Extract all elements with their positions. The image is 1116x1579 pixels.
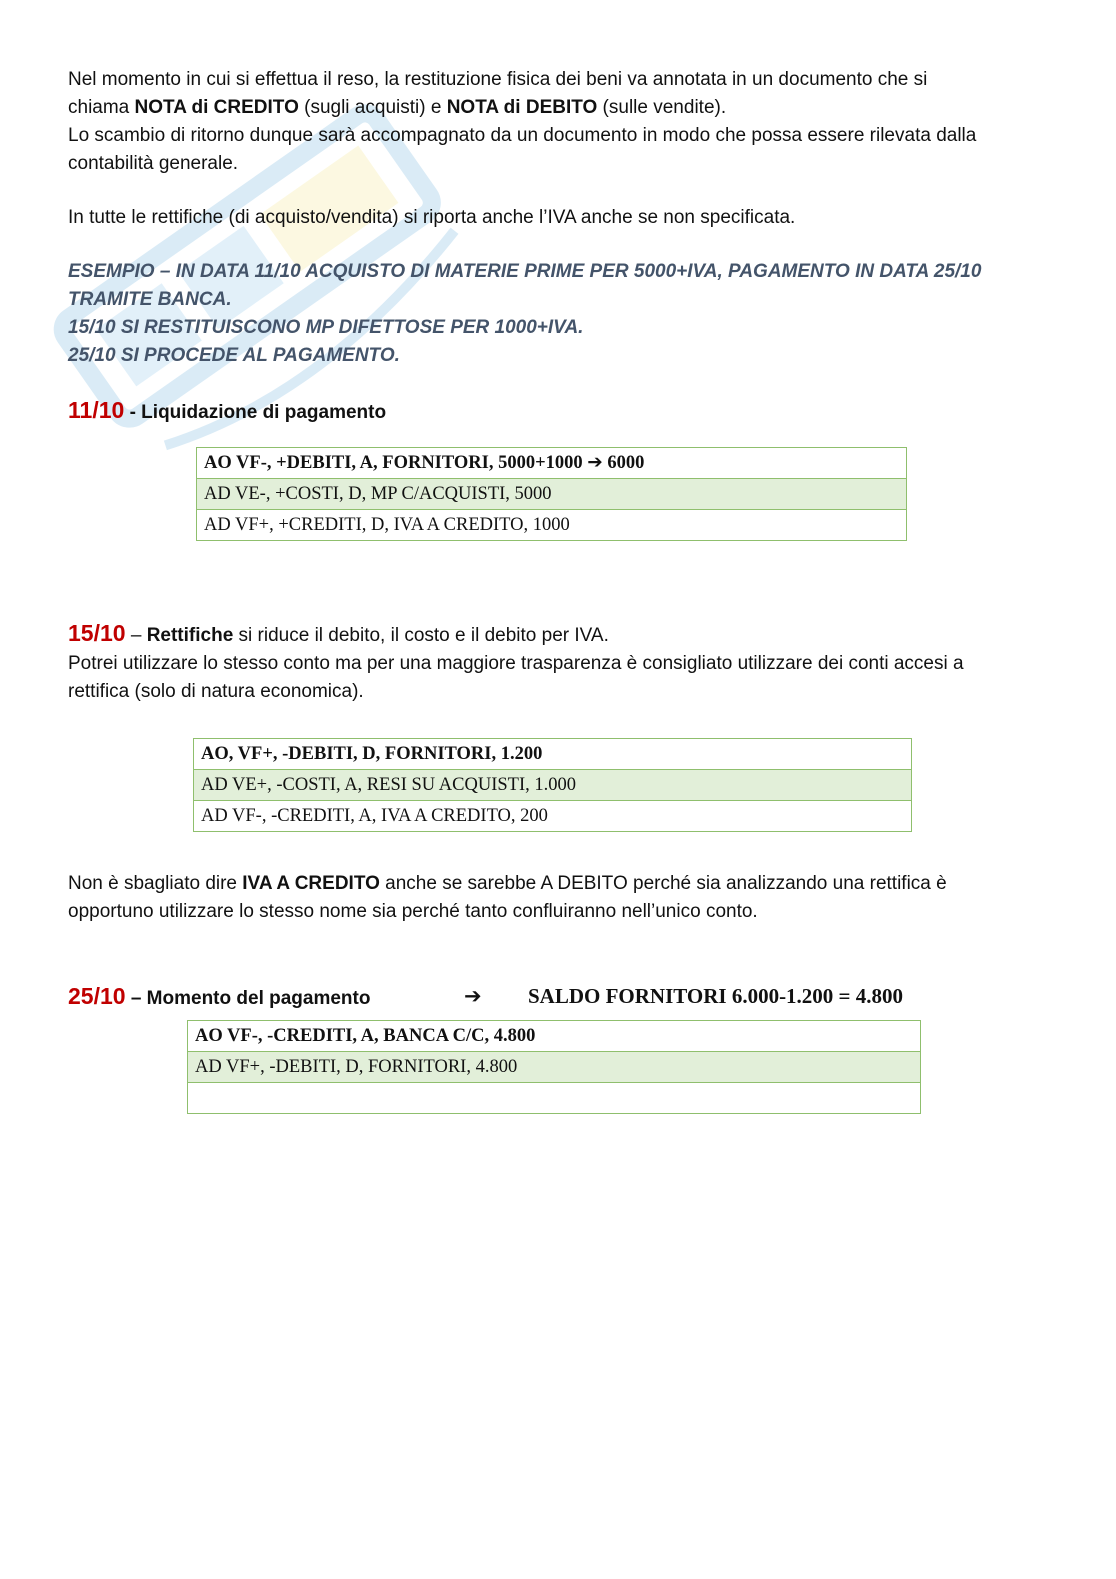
journal-row [197, 479, 907, 510]
example-line-4: 25/10 SI PROCEDE AL PAGAMENTO. [68, 345, 400, 366]
journal-total: 6000 [607, 453, 645, 473]
journal-row [188, 1052, 921, 1083]
intro-line-2-mid: (sugli acquisti) e [298, 97, 447, 118]
iva-a-credito-term: IVA A CREDITO [242, 873, 380, 894]
section-1-heading [68, 396, 1053, 427]
journal-table-3 [187, 1020, 921, 1114]
section-3-date: 25/10 [68, 983, 126, 1009]
section-1-title: - Liquidazione di pagamento [124, 402, 387, 423]
section-2-line-3: rettifica (solo di natura economica). [68, 681, 364, 702]
section-2-line-2: Potrei utilizzare lo stesso conto ma per una maggiore trasparenza è consigliato utilizzare dei conti accesi a [68, 653, 964, 674]
document-body [68, 66, 1053, 1114]
section-2-date: 15/10 [68, 620, 126, 646]
intro-line-4: contabilità generale. [68, 153, 239, 174]
journal-cell: AD VF+, +CREDITI, D, IVA A CREDITO, 1000 [197, 510, 907, 541]
journal-table-1 [196, 447, 907, 541]
saldo-fornitori: SALDO FORNITORI 6.000-1.200 = 4.800 [528, 984, 904, 1008]
journal-cell: AD VF+, -DEBITI, D, FORNITORI, 4.800 [188, 1052, 921, 1083]
nota-credito-term: NOTA di CREDITO [134, 97, 299, 118]
journal-row [194, 801, 912, 832]
journal-cell: AD VF-, -CREDITI, A, IVA A CREDITO, 200 [194, 801, 912, 832]
iva-credito-note-line-2: opportuno utilizzare lo stesso nome sia perché tanto confluiranno nell’unico conto. [68, 901, 758, 922]
arrow-right-icon: ➔ [587, 452, 603, 473]
journal-cell [188, 1083, 921, 1114]
journal-cell: AO VF-, -CREDITI, A, BANCA C/C, 4.800 [188, 1021, 921, 1052]
section-1-date: 11/10 [68, 397, 125, 423]
journal-row [197, 510, 907, 541]
intro-line-2-pre: chiama [68, 97, 135, 118]
note-post: anche se sarebbe A DEBITO perché sia analizzando una rettifica è [379, 873, 947, 894]
iva-credito-note-line-1 [68, 870, 1053, 898]
example-line-1: ESEMPIO – IN DATA 11/10 ACQUISTO DI MATERIE PRIME PER 5000+IVA, PAGAMENTO IN DATA 25/10 [68, 261, 982, 282]
intro-line-3: Lo scambio di ritorno dunque sarà accompagnato da un documento in modo che possa essere rilevata dalla [68, 125, 977, 146]
section-2-title: Rettifiche [146, 625, 234, 646]
section-2-dash: – [125, 625, 147, 646]
intro-line-2-post: (sulle vendite). [597, 97, 727, 118]
journal-cell: AD VE+, -COSTI, A, RESI SU ACQUISTI, 1.000 [194, 770, 912, 801]
iva-note: In tutte le rettifiche (di acquisto/vendita) si riporta anche l’IVA anche se non specificata. [68, 207, 796, 228]
journal-cell: AD VE-, +COSTI, D, MP C/ACQUISTI, 5000 [197, 479, 907, 510]
journal-row [194, 739, 912, 770]
journal-row [194, 770, 912, 801]
journal-row [188, 1021, 921, 1052]
journal-cell: AO VF-, +DEBITI, A, FORNITORI, 5000+1000 ➔ 6000 [197, 448, 907, 479]
section-2-title-rest: si riduce il debito, il costo e il debito per IVA. [233, 625, 609, 646]
journal-row [197, 448, 907, 479]
journal-cell: AO, VF+, -DEBITI, D, FORNITORI, 1.200 [194, 739, 912, 770]
example-line-3: 15/10 SI RESTITUISCONO MP DIFETTOSE PER 1000+IVA. [68, 317, 584, 338]
nota-debito-term: NOTA di DEBITO [446, 97, 598, 118]
arrow-right-icon: ➔ [464, 984, 482, 1008]
section-3-heading [68, 982, 1053, 1012]
example-line-2: TRAMITE BANCA. [68, 289, 232, 310]
journal-row [188, 1083, 921, 1114]
intro-line-2 [68, 94, 1053, 122]
note-pre: Non è sbagliato dire [68, 873, 243, 894]
intro-line-1: Nel momento in cui si effettua il reso, la restituzione fisica dei beni va annotata in un documento che si [68, 69, 928, 90]
example-block [68, 258, 1053, 370]
section-3-title: – Momento del pagamento [125, 988, 371, 1009]
section-2-heading [68, 619, 1053, 650]
journal-table-2 [193, 738, 912, 832]
